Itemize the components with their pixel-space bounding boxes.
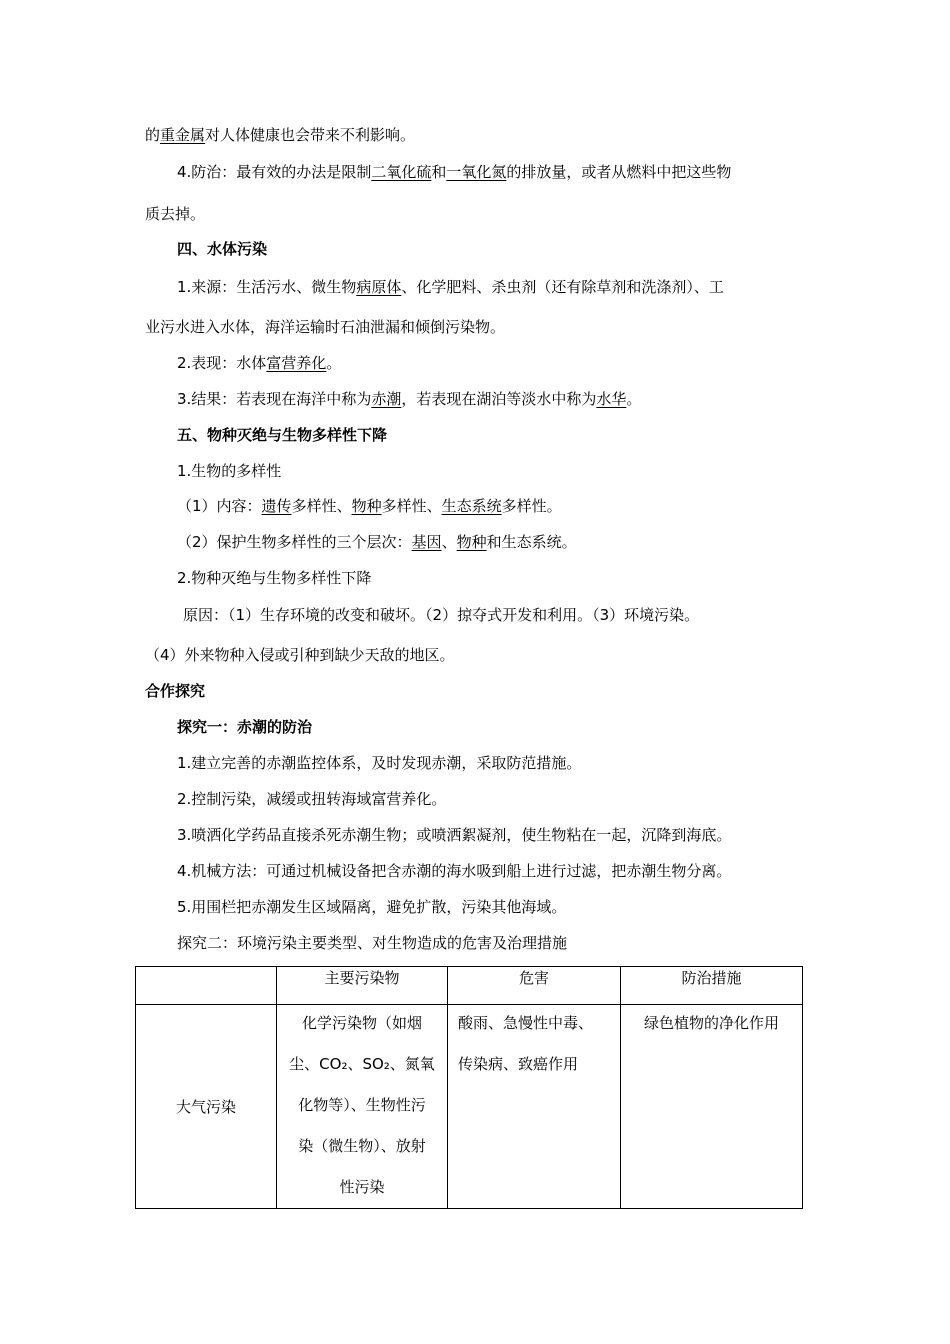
key-term: 遗传 — [261, 497, 292, 515]
text: 3.结果：若表现在海洋中称为 — [177, 390, 372, 408]
table-header-cell: 主要污染物 — [277, 967, 448, 1005]
text-line: 1.建立完善的赤潮监控体系，及时发现赤潮，采取防范措施。 — [177, 754, 582, 772]
table-header-cell: 危害 — [448, 967, 621, 1005]
pollutants-cell — [277, 1005, 448, 1209]
cell-line: 传染病、致癌作用 — [458, 1055, 579, 1073]
key-term: 物种 — [351, 497, 382, 515]
key-term: 富营养化 — [266, 354, 327, 372]
key-term: 赤潮 — [371, 390, 402, 408]
text-line — [177, 353, 341, 373]
table-row — [136, 1005, 803, 1209]
cell-line: 染（微生物）、放射 — [298, 1137, 426, 1155]
text-line: 3.喷洒化学药品直接杀死赤潮生物；或喷洒絮凝剂，使生物粘在一起，沉降到海底。 — [177, 826, 732, 844]
text-line — [177, 277, 724, 297]
text-line: 4.机械方法：可通过机械设备把含赤潮的海水吸到船上进行过滤，把赤潮生物分离。 — [177, 862, 732, 880]
text-line: 2.控制污染，减缓或扭转海域富营养化。 — [177, 790, 447, 808]
text-line: 探究二：环境污染主要类型、对生物造成的危害及治理措施 — [177, 934, 568, 952]
cell-line: 化学污染物（如烟 — [301, 1014, 422, 1032]
cell-line: 绿色植物的净化作用 — [643, 1014, 779, 1032]
text: （2）保护生物多样性的三个层次： — [177, 533, 412, 551]
text-line — [145, 125, 415, 145]
text: 的排放量，或者从燃料中把这些物 — [506, 163, 732, 181]
cell-line: 酸雨、急慢性中毒、 — [458, 1014, 594, 1032]
section-heading: 五、物种灭绝与生物多样性下降 — [177, 426, 388, 444]
text-line: 2.物种灭绝与生物多样性下降 — [177, 569, 372, 587]
key-term: 水华 — [596, 390, 627, 408]
text: 。 — [326, 354, 342, 372]
key-term: 病原体 — [356, 278, 402, 296]
text-line — [177, 389, 641, 409]
text-line: 1.生物的多样性 — [177, 462, 282, 480]
section-heading: 四、水体污染 — [177, 240, 268, 258]
pollution-table — [135, 966, 803, 1209]
text: 和生态系统。 — [486, 533, 577, 551]
table-header-cell — [136, 967, 277, 1005]
text-line: 质去掉。 — [145, 205, 206, 223]
text: 对人体健康也会带来不利影响。 — [205, 126, 416, 144]
text: 。 — [626, 390, 642, 408]
text: （1）内容： — [177, 497, 262, 515]
key-term: 重金属 — [160, 126, 206, 144]
text: 、 — [441, 533, 457, 551]
cell-line: 化物等）、生物性污 — [298, 1096, 426, 1114]
text: ，若表现在湖泊等淡水中称为 — [401, 390, 597, 408]
text: 多样性、 — [381, 497, 442, 515]
text: 、化学肥料、杀虫剂（还有除草剂和洗涤剂）、工 — [401, 278, 724, 296]
table-header-row — [136, 967, 803, 1005]
text: 多样性、 — [291, 497, 352, 515]
text-line: （4）外来物种入侵或引种到缺少天敌的地区。 — [145, 646, 455, 664]
subsection-heading: 探究一：赤潮的防治 — [177, 718, 313, 736]
text-line: 原因：（1）生存环境的改变和破坏。（2）掠夺式开发和利用。（3）环境污染。 — [183, 606, 700, 624]
text-line — [177, 532, 577, 552]
text-line — [177, 162, 731, 182]
text: 的 — [145, 126, 161, 144]
text: 多样性。 — [501, 497, 562, 515]
section-heading: 合作探究 — [145, 682, 206, 700]
cell-line: 性污染 — [339, 1178, 385, 1196]
harm-cell — [448, 1005, 621, 1209]
text: 1.来源：生活污水、微生物 — [177, 278, 357, 296]
key-term: 生态系统 — [441, 497, 502, 515]
pollution-type-cell: 大气污染 — [136, 1005, 277, 1209]
text: 4.防治：最有效的办法是限制 — [177, 163, 372, 181]
text-line — [177, 496, 562, 516]
cell-line: 尘、CO₂、SO₂、氮氧 — [289, 1055, 435, 1073]
key-term: 一氧化氮 — [446, 163, 507, 181]
key-term: 物种 — [456, 533, 487, 551]
text-line: 业污水进入水体，海洋运输时石油泄漏和倾倒污染物。 — [145, 318, 506, 336]
text-line: 5.用围栏把赤潮发生区域隔离，避免扩散，污染其他海域。 — [177, 898, 567, 916]
text: 2.表现：水体 — [177, 354, 267, 372]
table-header-cell: 防治措施 — [621, 967, 803, 1005]
measures-cell — [621, 1005, 803, 1209]
key-term: 二氧化硫 — [371, 163, 432, 181]
text: 和 — [431, 163, 447, 181]
key-term: 基因 — [411, 533, 442, 551]
